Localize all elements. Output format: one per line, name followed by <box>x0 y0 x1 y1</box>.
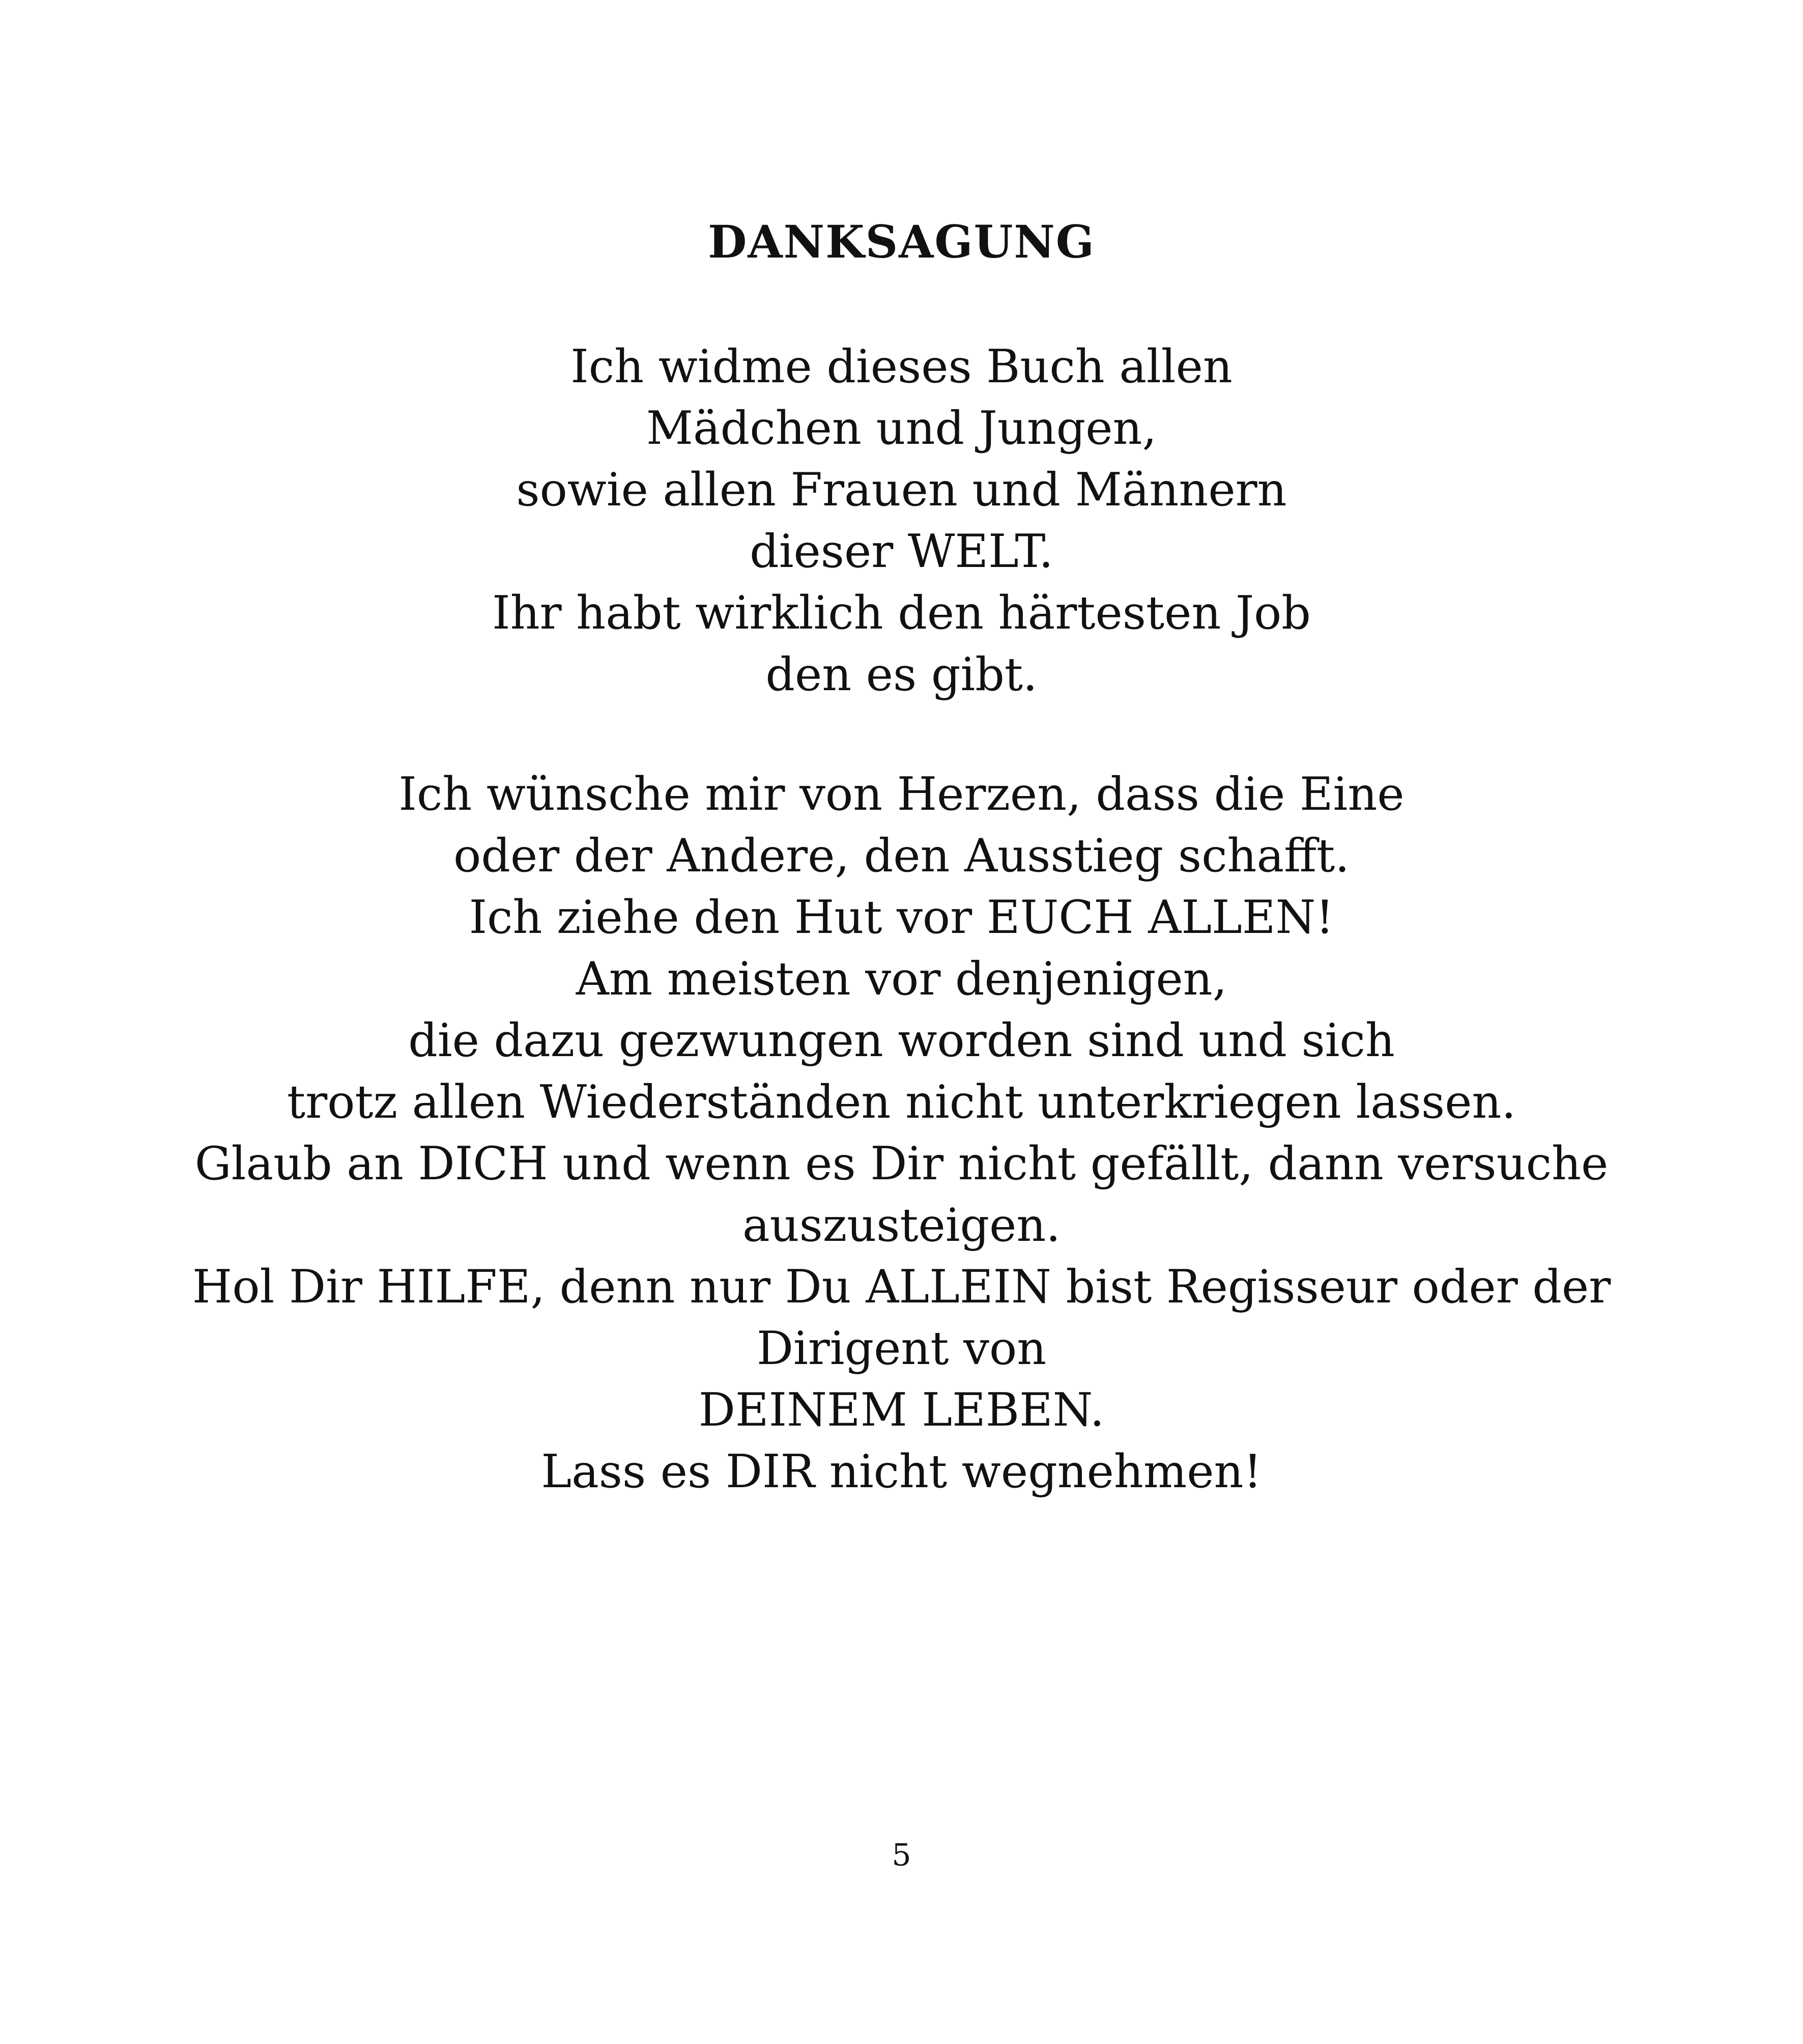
text-line: die dazu gezwungen worden sind und sich <box>408 1014 1395 1067</box>
text-line: Hol Dir HILFE, denn nur Du ALLEIN bist Regisseur oder der <box>192 1260 1611 1314</box>
text-line: Lass es DIR nicht wegnehmen! <box>541 1445 1262 1498</box>
text-line: Mädchen und Jungen, <box>646 402 1157 455</box>
page-number: 5 <box>892 1837 911 1873</box>
text-line: Am meisten vor denjenigen, <box>576 952 1227 1006</box>
text-line: dieser WELT. <box>750 525 1053 578</box>
dedication-stanza-2 <box>0 763 1803 1502</box>
text-line: den es gibt. <box>765 648 1038 701</box>
text-line: oder der Andere, den Ausstieg schafft. <box>453 829 1350 883</box>
text-line: Ich widme dieses Buch allen <box>570 340 1233 393</box>
text-line: auszusteigen. <box>742 1199 1061 1252</box>
text-line: Ich ziehe den Hut vor EUCH ALLEN! <box>469 891 1334 944</box>
text-line: DEINEM LEBEN. <box>698 1383 1105 1437</box>
page-title: DANKSAGUNG <box>708 215 1095 268</box>
text-line: Ihr habt wirklich den härtesten Job <box>492 586 1311 640</box>
text-line: Dirigent von <box>756 1322 1047 1375</box>
text-line: Glaub an DICH und wenn es Dir nicht gefällt, dann versuche <box>194 1137 1609 1190</box>
text-line: sowie allen Frauen und Männern <box>516 463 1287 517</box>
text-line: Ich wünsche mir von Herzen, dass die Eine <box>398 768 1405 821</box>
dedication-stanza-1 <box>0 336 1803 705</box>
text-line: trotz allen Wiederständen nicht unterkriegen lassen. <box>287 1075 1516 1129</box>
